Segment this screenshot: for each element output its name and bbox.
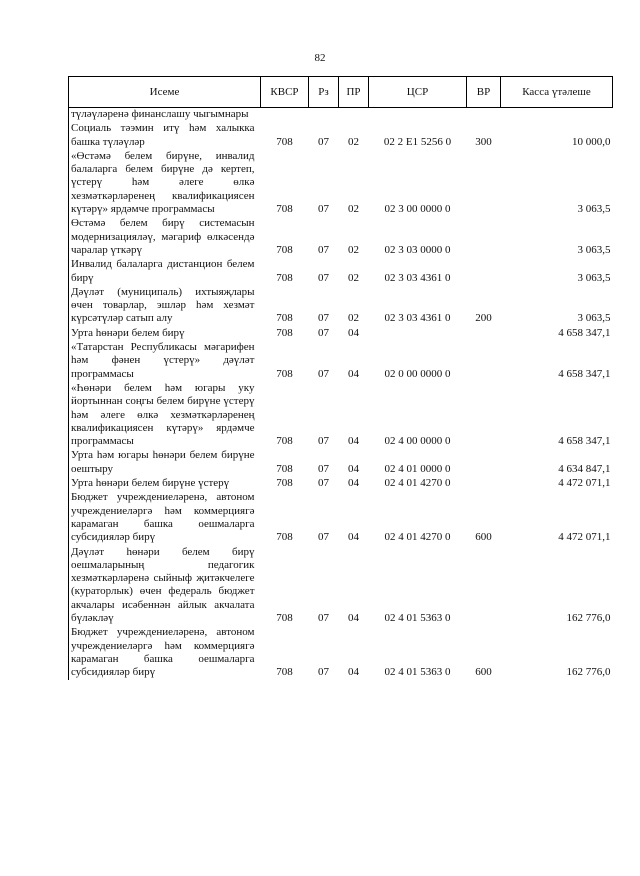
cell-kvsr: 708	[276, 477, 293, 490]
cell-vr: 200	[475, 312, 492, 325]
cell-rz: 07	[318, 271, 329, 284]
cell-rz: 07	[318, 666, 329, 679]
cell-name: Инвалид балаларга дистанцион белем бирү	[69, 258, 261, 286]
cell-sum: 4 472 071,1	[558, 531, 611, 544]
cell-rz: 07	[318, 312, 329, 325]
cell-csr	[369, 108, 467, 123]
cell-kvsr: 708	[276, 367, 293, 380]
cell-pr: 02	[348, 271, 359, 284]
header-kvsr: КВСР	[261, 77, 309, 108]
cell-pr	[339, 108, 369, 123]
cell-csr: 02 3 03 4361 0	[384, 271, 451, 284]
cell-rz: 07	[318, 531, 329, 544]
cell-vr	[467, 150, 501, 217]
cell-pr: 02	[348, 135, 359, 148]
cell-rz: 07	[318, 135, 329, 148]
cell-kvsr: 708	[276, 135, 293, 148]
cell-vr	[467, 449, 501, 477]
cell-vr	[467, 477, 501, 491]
table-row	[69, 150, 613, 217]
cell-csr: 02 4 01 4270 0	[384, 477, 451, 490]
table-row	[69, 449, 613, 477]
cell-pr: 04	[348, 462, 359, 475]
cell-vr	[467, 217, 501, 258]
table-row	[69, 546, 613, 627]
cell-csr: 02 4 01 5363 0	[384, 611, 451, 624]
cell-name: Өстәмә белем бирү системасын модернизацияләү, мәгариф өлкәсендә чаралар үткәрү	[69, 217, 261, 258]
cell-rz: 07	[318, 462, 329, 475]
cell-pr: 04	[348, 326, 359, 339]
cell-rz	[309, 108, 339, 123]
budget-table	[68, 76, 613, 680]
cell-rz: 07	[318, 203, 329, 216]
cell-kvsr: 708	[276, 312, 293, 325]
cell-vr	[467, 258, 501, 286]
header-csr: ЦСР	[369, 77, 467, 108]
cell-vr	[467, 546, 501, 627]
cell-vr	[467, 382, 501, 449]
cell-vr	[467, 341, 501, 382]
cell-sum: 4 658 347,1	[558, 367, 611, 380]
table-row	[69, 491, 613, 545]
table-header	[69, 77, 613, 108]
cell-sum: 4 658 347,1	[558, 326, 611, 339]
cell-pr: 04	[348, 531, 359, 544]
cell-rz: 07	[318, 243, 329, 256]
cell-pr: 04	[348, 435, 359, 448]
cell-sum: 4 658 347,1	[558, 435, 611, 448]
cell-csr: 02 3 03 0000 0	[384, 243, 451, 256]
table-row	[69, 477, 613, 491]
cell-csr: 02 0 00 0000 0	[384, 367, 451, 380]
cell-vr: 600	[475, 666, 492, 679]
cell-name: Урта һөнәри белем бирү	[69, 327, 261, 341]
cell-sum	[501, 108, 613, 123]
cell-csr: 02 3 00 0000 0	[384, 203, 451, 216]
cell-name: Дәүләт һөнәри белем бирү оешмаларының педагогик хезмәткәрләренә сыйныф җитәкчелеге (кураторлык) өчен федераль бюджет акчалары исәбеннән айлык акчалата бүләкләү	[69, 546, 261, 627]
table-row	[69, 258, 613, 286]
cell-vr	[467, 108, 501, 123]
cell-kvsr: 708	[276, 203, 293, 216]
cell-sum: 162 776,0	[566, 666, 611, 679]
page-number: 82	[314, 52, 326, 64]
cell-sum: 4 634 847,1	[558, 462, 611, 475]
header-sum: Касса үтәлеше	[501, 77, 613, 108]
header-rz: Рз	[309, 77, 339, 108]
cell-sum: 3 063,5	[577, 312, 611, 325]
cell-rz: 07	[318, 326, 329, 339]
cell-pr: 04	[348, 367, 359, 380]
table-row	[69, 122, 613, 150]
cell-csr: 02 3 03 4361 0	[384, 312, 451, 325]
cell-name: Дәүләт (муниципаль) ихтыяҗлары өчен товарлар, эшләр һәм хезмәт күрсәтүләр сатып алу	[69, 286, 261, 327]
cell-pr: 02	[348, 203, 359, 216]
cell-kvsr: 708	[276, 462, 293, 475]
cell-name: Урта һөнәри белем бирүне үстерү	[69, 477, 261, 491]
table-row	[69, 382, 613, 449]
cell-sum: 3 063,5	[577, 203, 611, 216]
cell-csr: 02 2 Е1 5256 0	[383, 135, 452, 148]
cell-kvsr: 708	[276, 326, 293, 339]
cell-sum: 3 063,5	[577, 271, 611, 284]
cell-name: «Өстәмә белем бирүне, инвалид балаларга белем бирүне дә кертеп, үстерү һәм әлеге өлкә хезмәткәрләренең квалификациясен күтәрү» ярдәмче программасы	[69, 150, 261, 217]
cell-pr: 04	[348, 666, 359, 679]
cell-sum: 10 000,0	[572, 135, 611, 148]
cell-vr: 300	[475, 135, 492, 148]
cell-pr: 04	[348, 477, 359, 490]
cell-sum: 3 063,5	[577, 243, 611, 256]
table-row	[69, 341, 613, 382]
cell-sum: 4 472 071,1	[558, 477, 611, 490]
cell-name: Урта һәм югары һөнәри белем бирүне оештыру	[69, 449, 261, 477]
cell-name: «Һөнәри белем һәм югары уку йортыннан соңгы белем бирүне үстерү һәм әлеге өлкә хезмәткәрләренең квалификациясен күтәрү» ярдәмче программасы	[69, 382, 261, 449]
cell-kvsr: 708	[276, 243, 293, 256]
cell-csr: 02 4 01 0000 0	[384, 462, 451, 475]
cell-rz: 07	[318, 435, 329, 448]
cell-pr: 02	[348, 243, 359, 256]
cell-kvsr: 708	[276, 435, 293, 448]
cell-name: Бюджет учреждениеләренә, автоном учреждениеләргә һәм коммерциягә карамаган башка оешмаларга субсидияләр бирү	[69, 491, 261, 545]
cell-vr	[467, 327, 501, 341]
header-name: Исеме	[69, 77, 261, 108]
cell-pr: 04	[348, 611, 359, 624]
cell-name: «Татарстан Республикасы мәгарифен һәм фәнен үстерү» дәүләт программасы	[69, 341, 261, 382]
cell-csr: 02 4 01 4270 0	[384, 531, 451, 544]
cell-pr: 02	[348, 312, 359, 325]
table-body	[69, 108, 613, 681]
table-row	[69, 286, 613, 327]
cell-rz: 07	[318, 611, 329, 624]
table-row	[69, 327, 613, 341]
header-pr: ПР	[339, 77, 369, 108]
cell-sum: 162 776,0	[566, 611, 611, 624]
cell-csr: 02 4 01 5363 0	[384, 666, 451, 679]
cell-csr: 02 4 00 0000 0	[384, 435, 451, 448]
cell-kvsr: 708	[276, 531, 293, 544]
table-row	[69, 108, 613, 123]
cell-kvsr: 708	[276, 611, 293, 624]
cell-rz: 07	[318, 367, 329, 380]
cell-kvsr: 708	[276, 271, 293, 284]
table-row	[69, 217, 613, 258]
header-vr: ВР	[467, 77, 501, 108]
cell-name: Социаль тәэмин итү һәм халыкка башка түләүләр	[69, 122, 261, 150]
cell-rz: 07	[318, 477, 329, 490]
cell-vr: 600	[475, 531, 492, 544]
cell-name: Бюджет учреждениеләренә, автоном учреждениеләргә һәм коммерциягә карамаган башка оешмаларга субсидияләр бирү	[69, 626, 261, 680]
cell-csr	[369, 327, 467, 341]
cell-name: түләүләренә финанслашу чыгымнары	[69, 108, 261, 123]
table-row	[69, 626, 613, 680]
cell-kvsr	[261, 108, 309, 123]
cell-kvsr: 708	[276, 666, 293, 679]
